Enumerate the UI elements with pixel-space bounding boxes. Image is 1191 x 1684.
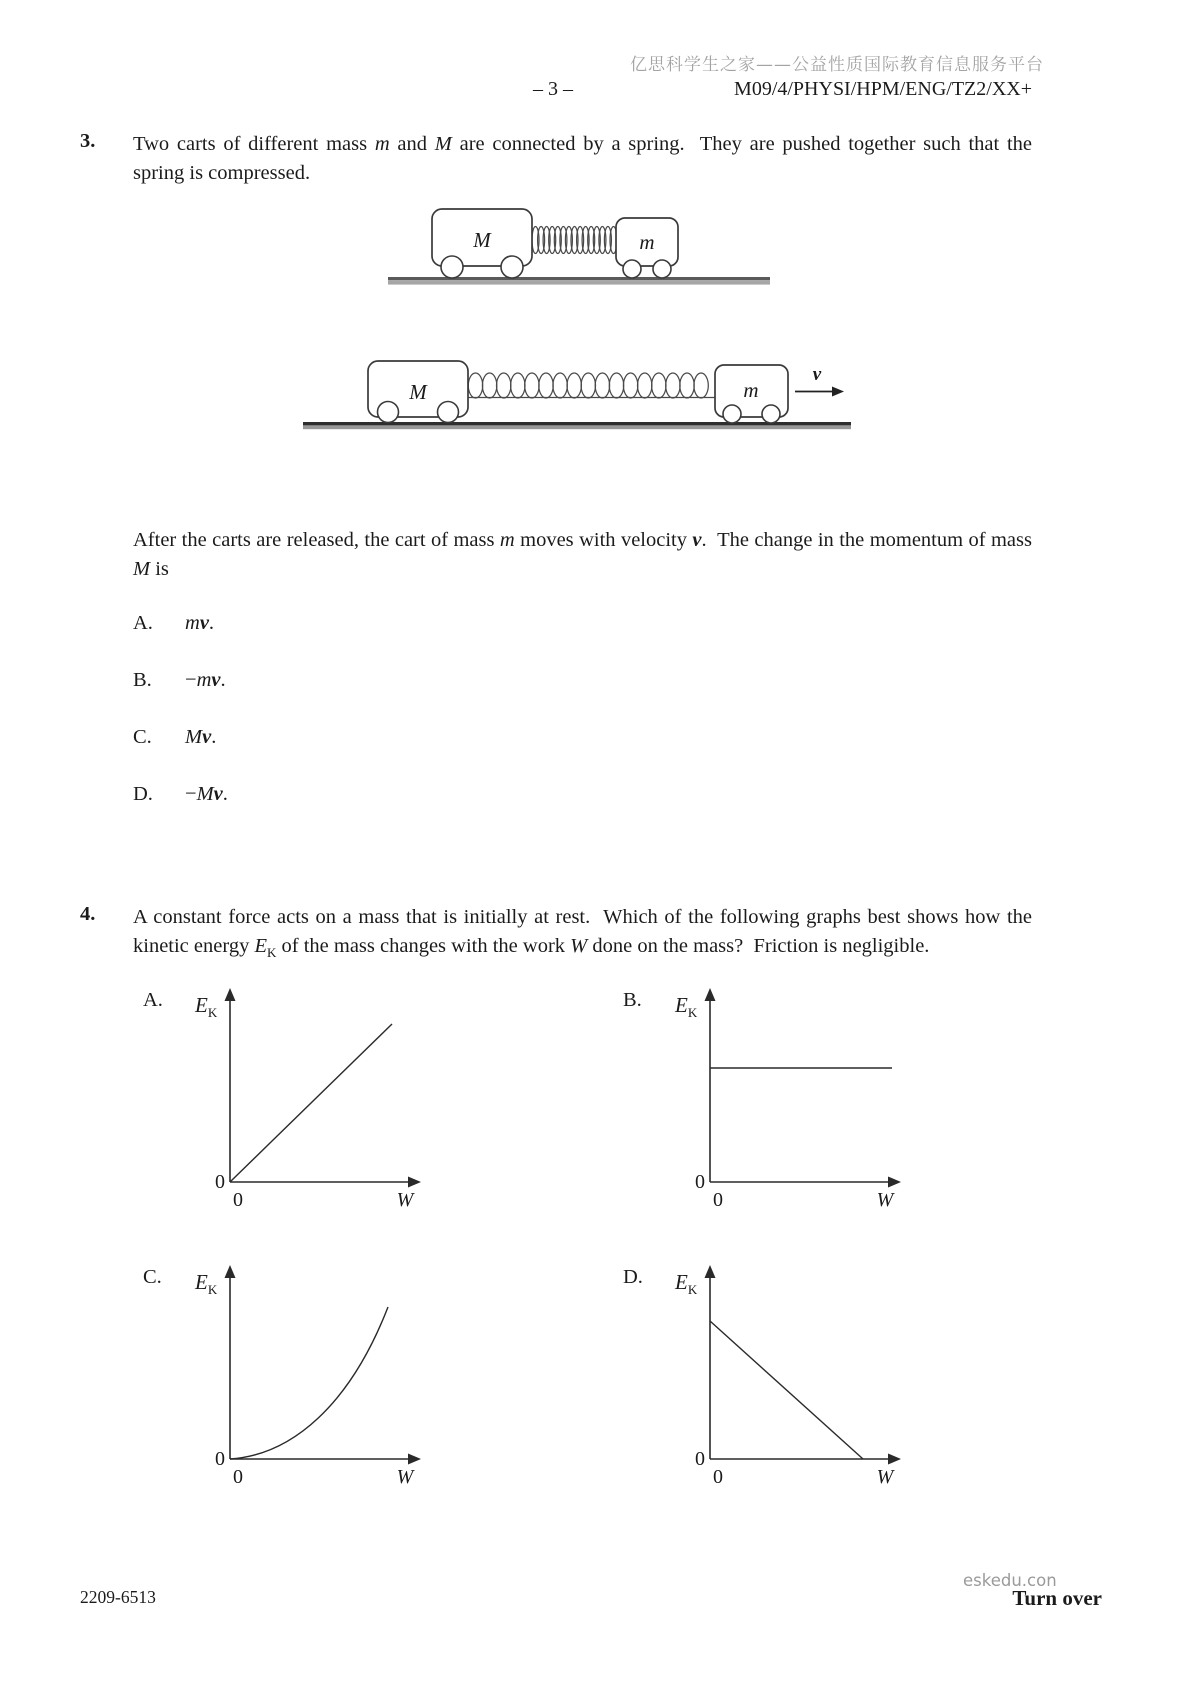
wheel [378, 402, 399, 423]
q3-after-seg: moves with velocity [514, 529, 693, 551]
ek-subscript: K [687, 1282, 698, 1297]
work-symbol: W [570, 935, 588, 957]
graph-axes [212, 986, 432, 1231]
q3-intro-seg: are connected by a spring. They are pushed together such that the spring is compressed. [133, 133, 1033, 184]
x-zero-label: 0 [233, 1189, 243, 1211]
mass-symbol: m [196, 669, 212, 691]
y-axis-arrowhead-icon [225, 988, 236, 1001]
ek-subscript: K [207, 1282, 218, 1297]
q3-after-seg: After the carts are released, the cart of mass [133, 529, 500, 551]
option-letter: D. [133, 783, 153, 805]
mass-symbol: M [196, 783, 214, 805]
q4-seg: A constant force acts on a mass that is initially at rest. Which of the following graphs best shows how the kinetic energy [133, 906, 1032, 957]
y-axis-arrowhead-icon [705, 1265, 716, 1278]
option-formula [185, 612, 214, 634]
period: . [208, 612, 215, 634]
graph-option-b [613, 985, 933, 1245]
cart-M-label: M [409, 380, 427, 404]
y-axis-arrowhead-icon [705, 988, 716, 1001]
ek-symbol: E [195, 1270, 208, 1294]
y-zero-label: 0 [215, 1448, 225, 1470]
wheel [441, 256, 463, 278]
wheel [723, 405, 741, 423]
turn-over-label: Turn over [1012, 1586, 1102, 1610]
compressed-spring [532, 227, 617, 254]
velocity-label: v [812, 364, 822, 385]
option-letter: B. [133, 669, 152, 691]
x-axis-arrowhead-icon [888, 1177, 901, 1188]
q3-after-seg: is [150, 558, 169, 580]
graph-letter: C. [143, 1266, 162, 1288]
graph-letter: B. [623, 989, 642, 1011]
velocity-arrow-icon [795, 364, 844, 397]
q3-after-seg: . The change in the momentum of mass [701, 529, 1032, 551]
page-number: – 3 – [533, 78, 573, 100]
q3-intro-text [133, 130, 1032, 188]
mass-symbol: m [185, 612, 200, 634]
q3-intro-seg: Two carts of different mass [133, 133, 375, 155]
graph-letter: D. [623, 1266, 643, 1288]
wheel [762, 405, 780, 423]
graph-letter: A. [143, 989, 163, 1011]
ek-symbol: E [195, 993, 208, 1017]
period: . [222, 783, 228, 805]
sign: − [185, 669, 197, 691]
q4-seg: done on the mass? Friction is negligible. [587, 935, 930, 957]
y-zero-label: 0 [695, 1171, 705, 1193]
w-axis-label: W [396, 1466, 414, 1488]
q3-number: 3. [80, 130, 96, 152]
wheel [653, 260, 671, 278]
header-watermark: 亿思科学生之家——公益性质国际教育信息服务平台 [630, 55, 1044, 75]
option-letter: A. [133, 612, 153, 634]
graph-option-d [613, 1262, 933, 1522]
period: . [211, 726, 217, 748]
cart-m-label: m [743, 378, 759, 402]
option-b [133, 669, 226, 692]
graph-option-a [133, 985, 453, 1245]
option-formula [185, 783, 228, 805]
curve-concave-up [230, 1307, 388, 1459]
ek-subscript: K [266, 945, 277, 960]
ek-symbol: E [675, 993, 688, 1017]
w-axis-label: W [876, 1189, 894, 1211]
ek-subscript: K [687, 1005, 698, 1020]
x-axis-arrowhead-icon [408, 1454, 421, 1465]
curve-linear-increasing [230, 1024, 392, 1182]
paper-code: M09/4/PHYSI/HPM/ENG/TZ2/XX+ [734, 78, 1032, 100]
period: . [220, 669, 226, 691]
velocity-symbol: v [202, 726, 212, 748]
ground [303, 425, 851, 429]
q4-number: 4. [80, 903, 96, 925]
q4-seg: of the mass changes with the work [276, 935, 571, 957]
option-a [133, 612, 214, 635]
mass-m-symbol: m [374, 133, 390, 155]
velocity-symbol: v [211, 669, 221, 691]
cart-diagram-compressed [388, 204, 770, 290]
wheel [501, 256, 523, 278]
mass-symbol: M [185, 726, 203, 748]
cart-diagram-released [303, 353, 851, 435]
q3-after-text [133, 526, 1032, 584]
option-letter: C. [133, 726, 152, 748]
w-axis-label: W [396, 1189, 414, 1211]
cart-m [715, 365, 788, 423]
cart-M [432, 209, 532, 278]
cart-M [368, 361, 468, 423]
cart-m-label: m [639, 230, 655, 254]
q3-intro-seg: and [389, 133, 435, 155]
cart-M-label: M [473, 228, 491, 252]
wheel [623, 260, 641, 278]
sign: − [185, 783, 197, 805]
graph-axes [212, 1263, 432, 1508]
option-formula [185, 726, 216, 748]
velocity-symbol: v [213, 783, 223, 805]
ground-edge [388, 277, 770, 280]
graph-option-c [133, 1262, 453, 1522]
graph-axes [692, 986, 912, 1231]
velocity-symbol: v [692, 529, 702, 551]
x-zero-label: 0 [233, 1466, 243, 1488]
w-axis-label: W [876, 1466, 894, 1488]
ground [388, 280, 770, 284]
y-zero-label: 0 [695, 1448, 705, 1470]
ek-subscript: K [207, 1005, 218, 1020]
option-c [133, 726, 216, 749]
velocity-symbol: v [199, 612, 209, 634]
q4-text [133, 903, 1032, 967]
extended-spring [468, 373, 715, 398]
mass-M-symbol: M [434, 133, 452, 155]
curve-linear-decreasing [710, 1321, 863, 1459]
mass-m-symbol: m [499, 529, 515, 551]
ek-symbol: E [254, 935, 267, 957]
x-axis-arrowhead-icon [888, 1454, 901, 1465]
footer-watermark: eskedu.con [963, 1571, 1057, 1590]
mass-M-symbol: M [133, 558, 151, 580]
x-zero-label: 0 [713, 1466, 723, 1488]
option-d [133, 783, 228, 806]
ek-symbol: E [675, 1270, 688, 1294]
x-zero-label: 0 [713, 1189, 723, 1211]
y-axis-arrowhead-icon [225, 1265, 236, 1278]
option-formula [185, 669, 226, 691]
document-code: 2209-6513 [80, 1587, 156, 1607]
graph-axes [692, 1263, 912, 1508]
wheel [438, 402, 459, 423]
x-axis-arrowhead-icon [408, 1177, 421, 1188]
y-zero-label: 0 [215, 1171, 225, 1193]
cart-m [616, 218, 678, 278]
